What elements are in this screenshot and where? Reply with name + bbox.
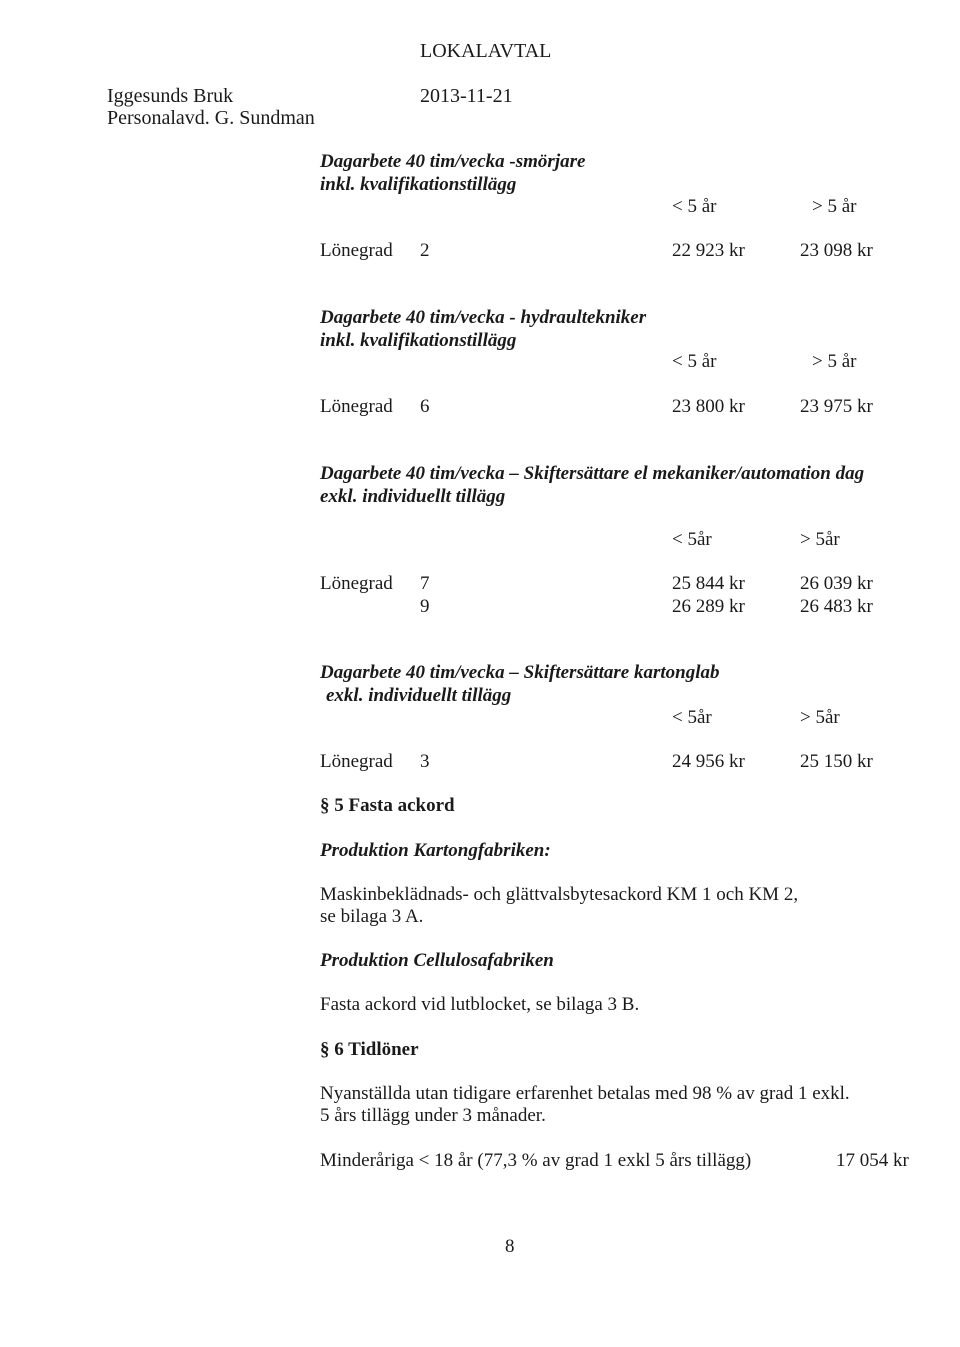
section-title: Dagarbete 40 tim/vecka – Skiftersättare el mekaniker/automation dag bbox=[320, 463, 865, 484]
grade-number: 9 bbox=[420, 596, 430, 617]
paragraph-subheading: Produktion Kartongfabriken: bbox=[320, 840, 551, 861]
document-date: 2013-11-21 bbox=[420, 85, 513, 107]
section-title: Dagarbete 40 tim/vecka -smörjare bbox=[320, 151, 586, 172]
section-title: Dagarbete 40 tim/vecka - hydraultekniker bbox=[320, 307, 647, 328]
salary-more: 25 150 kr bbox=[800, 751, 873, 772]
grade-label: Lönegrad bbox=[320, 751, 393, 772]
paragraph-text: se bilaga 3 A. bbox=[320, 906, 424, 927]
grade-number: 3 bbox=[420, 751, 430, 772]
column-header-less: < 5 år bbox=[672, 196, 717, 217]
paragraph-text: 5 års tillägg under 3 månader. bbox=[320, 1105, 546, 1126]
salary-more: 23 975 kr bbox=[800, 396, 873, 417]
column-header-more: > 5år bbox=[800, 529, 840, 550]
grade-label: Lönegrad bbox=[320, 396, 393, 417]
section-subtitle: exkl. individuellt tillägg bbox=[320, 486, 506, 507]
paragraph-heading: § 5 Fasta ackord bbox=[320, 795, 455, 816]
salary-less: 23 800 kr bbox=[672, 396, 745, 417]
paragraph-heading: § 6 Tidlöner bbox=[320, 1039, 419, 1060]
grade-label: Lönegrad bbox=[320, 240, 393, 261]
grade-number: 2 bbox=[420, 240, 430, 261]
department: Personalavd. G. Sundman bbox=[107, 107, 315, 129]
paragraph-subheading: Produktion Cellulosafabriken bbox=[320, 950, 554, 971]
minor-wage-amount: 17 054 kr bbox=[836, 1150, 909, 1171]
paragraph-text: Fasta ackord vid lutblocket, se bilaga 3 B. bbox=[320, 994, 640, 1015]
document-title: LOKALAVTAL bbox=[420, 40, 552, 62]
salary-less: 22 923 kr bbox=[672, 240, 745, 261]
salary-more: 26 039 kr bbox=[800, 573, 873, 594]
company-name: Iggesunds Bruk bbox=[107, 85, 234, 107]
page-number: 8 bbox=[505, 1236, 515, 1257]
paragraph-text: Nyanställda utan tidigare erfarenhet betalas med 98 % av grad 1 exkl. bbox=[320, 1083, 850, 1104]
section-subtitle: inkl. kvalifikationstillägg bbox=[320, 330, 517, 351]
section-subtitle: exkl. individuellt tillägg bbox=[326, 685, 512, 706]
column-header-less: < 5 år bbox=[672, 351, 717, 372]
salary-more: 23 098 kr bbox=[800, 240, 873, 261]
column-header-less: < 5år bbox=[672, 529, 712, 550]
salary-less: 25 844 kr bbox=[672, 573, 745, 594]
column-header-more: > 5 år bbox=[812, 351, 857, 372]
minor-wage-label: Minderåriga < 18 år (77,3 % av grad 1 exkl 5 års tillägg) bbox=[320, 1150, 752, 1171]
column-header-more: > 5år bbox=[800, 707, 840, 728]
section-title: Dagarbete 40 tim/vecka – Skiftersättare kartonglab bbox=[320, 662, 720, 683]
salary-more: 26 483 kr bbox=[800, 596, 873, 617]
column-header-less: < 5år bbox=[672, 707, 712, 728]
column-header-more: > 5 år bbox=[812, 196, 857, 217]
section-subtitle: inkl. kvalifikationstillägg bbox=[320, 174, 517, 195]
salary-less: 24 956 kr bbox=[672, 751, 745, 772]
paragraph-text: Maskinbeklädnads- och glättvalsbytesackord KM 1 och KM 2, bbox=[320, 884, 799, 905]
grade-number: 6 bbox=[420, 396, 430, 417]
salary-less: 26 289 kr bbox=[672, 596, 745, 617]
grade-number: 7 bbox=[420, 573, 430, 594]
grade-label: Lönegrad bbox=[320, 573, 393, 594]
